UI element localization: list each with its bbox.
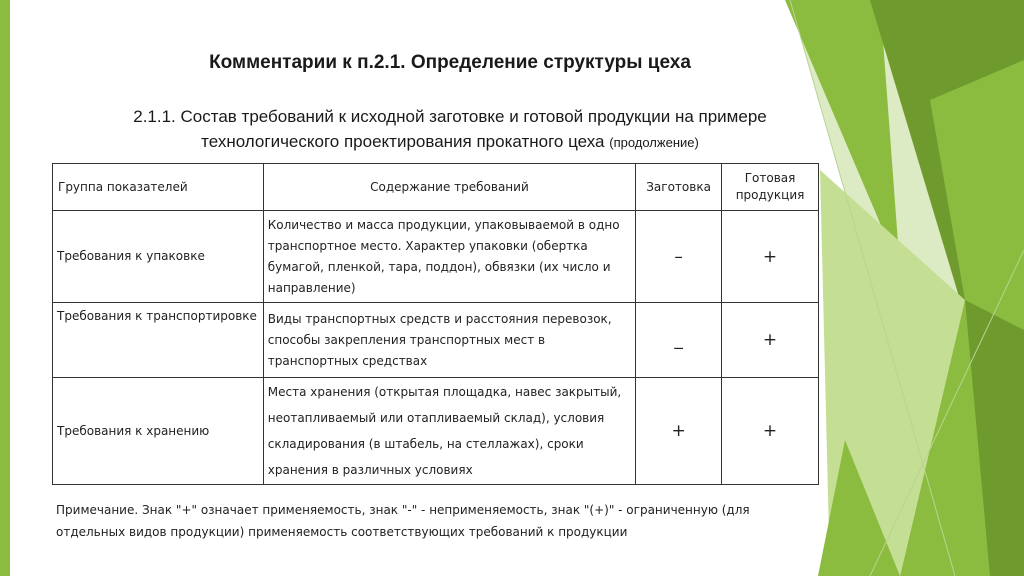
row-content: Виды транспортных средств и расстояния перевозок, способы закрепления транспортных мест в транспортных средствах	[263, 303, 635, 378]
subtitle-line-2	[60, 129, 840, 155]
header-product	[722, 164, 819, 211]
table-row	[53, 378, 819, 485]
left-green-strip	[0, 0, 10, 576]
row-product-mark: +	[722, 378, 819, 485]
row-group: Требования к хранению	[53, 378, 264, 485]
slide-subtitle	[60, 104, 840, 155]
table-row	[53, 303, 819, 378]
table-row	[53, 211, 819, 303]
row-group: Требования к транспортировке	[53, 303, 264, 378]
header-blank: Заготовка	[636, 164, 722, 211]
row-group: Требования к упаковке	[53, 211, 264, 303]
header-group: Группа показателей	[53, 164, 264, 211]
subtitle-suffix: (продолжение)	[609, 135, 699, 150]
row-product-mark: +	[722, 303, 819, 378]
table-header-row	[53, 164, 819, 211]
row-blank-mark: –	[636, 211, 722, 303]
table-note: Примечание. Знак "+" означает применяемость, знак "-" - неприменяемость, знак "(+)" - ограниченную (для отдельных видов продукции) применяемость соответствующих требований к продукции	[52, 496, 819, 546]
subtitle-line-2-text: технологического проектирования прокатного цеха	[201, 132, 605, 151]
row-content: Места хранения (открытая площадка, навес закрытый, неотапливаемый или отапливаемый склад), условия складирования (в штабель, на стеллажах), сроки хранения в различных условиях	[263, 378, 635, 485]
subtitle-line-1: 2.1.1. Состав требований к исходной заготовке и готовой продукции на примере	[133, 107, 767, 126]
slide-title: Комментарии к п.2.1. Определение структуры цеха	[209, 52, 691, 73]
requirements-table	[52, 163, 819, 485]
header-product-line-2: продукция	[735, 188, 805, 202]
row-blank-mark: +	[636, 378, 722, 485]
row-product-mark: +	[722, 211, 819, 303]
row-content: Количество и масса продукции, упаковываемой в одно транспортное место. Характер упаковки (обертка бумагой, пленкой, тара, поддон), обвязки (их число и направление)	[263, 211, 635, 303]
row-blank-mark: _	[636, 303, 722, 378]
header-product-line-1: Готовая	[744, 171, 796, 185]
header-content: Содержание требований	[263, 164, 635, 211]
